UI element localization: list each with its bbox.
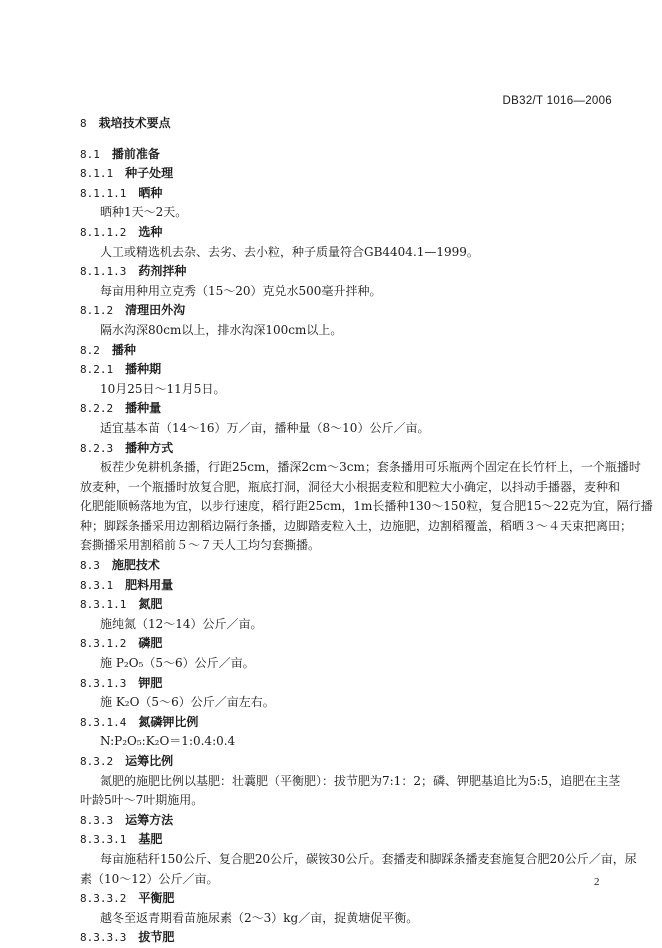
clause-heading: [80, 713, 610, 733]
clause-heading: [80, 439, 610, 459]
clause-number: 8.3.3.1: [80, 833, 127, 847]
clause-heading: [80, 889, 610, 909]
clause-heading: [80, 752, 610, 772]
clause-number: 8.3.1.3: [80, 676, 127, 690]
clause-heading: [80, 634, 610, 654]
clause-heading: [80, 928, 610, 948]
clause-number: 8.3.1.2: [80, 637, 127, 651]
body-text-line: 种；脚踩条播采用边割稻边隔行条播，边脚踏麦粒入土，边施肥，边割稻覆盖，稻晒３～４天束把离田；: [80, 518, 633, 533]
clause-heading: [80, 223, 610, 243]
clause-title: 钾肥: [138, 675, 163, 690]
body-text-line: 叶龄5叶～7叶期施用。: [80, 793, 204, 808]
clause-number: 8.2.3: [80, 441, 114, 455]
body-text-line: 化肥能顺畅落地为宜，以步行速度，稻行距25cm，1m长播种130～150粒，复合肥15～22克为宜，隔行播: [80, 499, 653, 514]
clause-title: 施肥技术: [111, 558, 160, 573]
clause-title: 平衡肥: [138, 891, 175, 906]
clause-heading: [80, 301, 610, 321]
clause-number: 8.1.1: [80, 167, 114, 181]
body-text-line: 套撕播采用割稻前５～７天人工均匀套撕播。: [80, 538, 321, 553]
body-text-line: 适宜基本苗（14～16）万／亩，播种量（8～10）公斤／亩。: [100, 420, 430, 435]
clause-title: 晒种: [138, 185, 163, 200]
body-text-line: 晒种1天～2天。: [100, 205, 188, 220]
clause-number: 8.3.2: [80, 755, 114, 768]
clause-heading: [80, 556, 610, 576]
clause-title: 磷肥: [138, 636, 163, 651]
clause-heading: [80, 262, 610, 282]
clause-number: 8.3.1.4: [80, 715, 127, 729]
clause-title: 选种: [138, 224, 163, 239]
clause-heading: [80, 164, 610, 184]
clause-number: 8.1.1.3: [80, 265, 127, 279]
clause-number: 8.3.1: [80, 578, 114, 592]
clause-title: 清理田外沟: [125, 303, 186, 318]
clause-heading: [80, 674, 610, 694]
clause-title: 播种量: [125, 401, 162, 416]
clause-title: 种子处理: [125, 166, 174, 181]
clause-number: 8.2: [80, 343, 100, 357]
clause-number: 8.1.1.1: [80, 186, 127, 200]
body-text-line: 每亩施秸秆150公斤、复合肥20公斤，碳铵30公斤。套播麦和脚踩条播麦套施复合肥20公斤／亩，尿: [100, 851, 637, 866]
clause-number: 8.1.1.2: [80, 225, 127, 239]
body-text-line: 氮肥的施肥比例以基肥：壮蘘肥（平衡肥）：拔节肥为7:1：2；磷、钾肥基追比为5:5，追肥在主茎: [100, 773, 621, 788]
clause-title: 氮肥: [138, 597, 163, 612]
body-text-line: 板茬少免耕机条播，行距25cm，播深2cm～3cm；套条播用可乐瓶两个固定在长竹杆上，一个瓶播时: [100, 460, 641, 475]
clause-title: 播种: [111, 342, 136, 357]
body-text-line: 人工或精选机去杂、去劣、去小粒，种子质量符合GB4404.1—1999。: [100, 244, 479, 259]
clause-number: 8.2.2: [80, 402, 114, 416]
clause-heading: [80, 595, 610, 615]
standard-code: DB32/T 1016—2006: [502, 95, 612, 107]
clause-heading: [80, 360, 610, 380]
clause-number: 8.3.3.2: [80, 892, 127, 906]
body-text-line: 施 K₂O（5～6）公斤／亩左右。: [100, 695, 275, 710]
section-number: 8: [80, 117, 87, 130]
clause-title: 氮磷钾比例: [138, 714, 199, 729]
clause-number: 8.3.1.1: [80, 598, 127, 612]
clause-heading: [80, 341, 610, 361]
body-text-line: 素（10～12）公斤／亩。: [80, 871, 219, 886]
body-text-line: 越冬至返青期看苗施尿素（2～3）kg／亩，捉黄塘促平衡。: [100, 910, 419, 925]
clause-number: 8.3: [80, 559, 100, 573]
clause-number: 8.1: [80, 147, 100, 161]
body-text-line: 每亩用种用立克秀（15～20）克兑水500毫升拌种。: [100, 283, 382, 298]
clause-title: 基肥: [138, 832, 163, 847]
clause-heading: [80, 145, 610, 165]
clause-heading: [80, 399, 610, 419]
clause-number: 8.3.3: [80, 813, 114, 827]
body-text-line: 10月25日～11月5日。: [100, 381, 226, 396]
body-text-line: 隔水沟深80cm以上，排水沟深100cm以上。: [100, 322, 343, 337]
clause-number: 8.2.1: [80, 363, 114, 377]
clause-title: 运筹比例: [125, 754, 174, 768]
clause-heading: [80, 576, 610, 596]
clause-number: 8.1.2: [80, 304, 114, 318]
clause-title: 播前准备: [111, 146, 160, 161]
page-number: 2: [594, 876, 600, 888]
body-text-line: 放麦种，一个瓶播时放复合肥，瓶底打洞，洞径大小根据麦粒和肥粒大小确定，以抖动手播器，麦种和: [80, 479, 621, 494]
body-text-line: N:P₂O₅:K₂O＝1:0.4:0.4: [100, 734, 236, 749]
clause-title: 拔节肥: [138, 930, 175, 945]
clause-heading: [80, 830, 610, 850]
document-body: [80, 114, 653, 948]
clause-number: 8.3.3.3: [80, 931, 127, 945]
clause-title: 播种方式: [125, 440, 174, 455]
clause-heading: [80, 811, 610, 831]
body-text-line: 施纯氮（12～14）公斤／亩。: [100, 616, 263, 631]
body-text-line: 施 P₂O₅（5～6）公斤／亩。: [100, 656, 255, 671]
section-heading: [80, 114, 610, 134]
clause-title: 肥料用量: [125, 577, 174, 592]
clause-title: 药剂拌种: [138, 264, 187, 279]
clause-title: 播种期: [125, 362, 162, 377]
clause-title: 运筹方法: [125, 812, 174, 827]
section-title: 栽培技术要点: [98, 116, 171, 130]
clause-heading: [80, 184, 610, 204]
